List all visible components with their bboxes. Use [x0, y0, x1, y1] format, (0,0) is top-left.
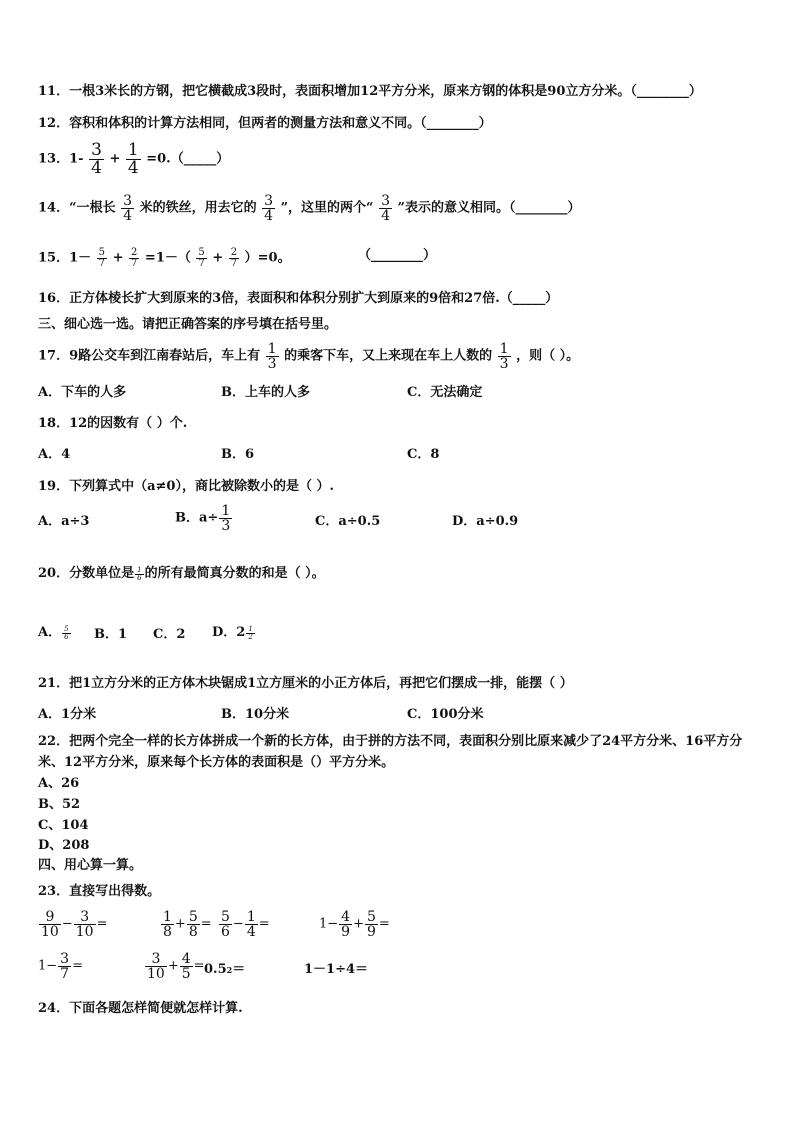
question-22	[38, 731, 756, 773]
option-b: B．1	[94, 627, 128, 642]
text-segment: 9路公交车到江南春站后，车上有	[69, 348, 261, 364]
option-b: B．10分米	[221, 707, 290, 722]
fraction: $\frac{5}{7}$	[198, 247, 205, 269]
question-21	[38, 676, 764, 693]
question-12	[38, 116, 764, 133]
option-c: C．a÷0.5	[315, 514, 381, 529]
expression-3: $\frac{5}{6}$ − $\frac{1}{4}$ =	[221, 909, 270, 940]
question-number: 14．	[38, 200, 70, 216]
option-c: C．无法确定	[407, 385, 483, 400]
question-22-option-b: B、52	[38, 797, 81, 812]
q23-row-1	[38, 910, 764, 948]
option-d: D．2 $\frac{1}{2}$	[212, 624, 253, 641]
text-segment: =1－（	[144, 250, 191, 266]
fraction: $\frac{1}{3}$	[267, 341, 277, 372]
question-19	[38, 479, 764, 496]
option-a: A． $\frac{5}{6}$	[38, 624, 69, 641]
question-20	[38, 566, 764, 583]
text-segment: “一根长	[69, 200, 116, 216]
question-15	[38, 248, 764, 269]
fraction: $\frac{3}{4}$	[381, 193, 390, 224]
option-c: C．8	[407, 447, 440, 462]
section-heading-text: 四、用心算一算。	[38, 858, 143, 873]
expression-4: 1− $\frac{4}{9}$ + $\frac{5}{9}$ =	[319, 909, 390, 940]
question-22-option-d: D、208	[38, 838, 90, 853]
question-20-options	[38, 624, 764, 649]
text-segment: 的所有最简真分数的和是（ ）。	[144, 566, 325, 581]
question-22-option-c: C、104	[38, 818, 89, 833]
text-segment: 的乘客下车，又上来现在车上人数的	[284, 348, 493, 364]
question-18-text: 18．12的因数有（ ）个.	[38, 416, 188, 431]
expression-5: 1− $\frac{3}{7}$ =	[38, 951, 83, 982]
question-number: 13．	[38, 151, 70, 167]
text-segment: =0.（_____）	[146, 151, 230, 167]
q23-row-2	[38, 952, 764, 990]
text-segment: ）=0。	[244, 250, 291, 266]
expression-1: $\frac{9}{10}$ − $\frac{3}{10}$ =	[41, 909, 108, 940]
text-segment: 20．分数单位是	[38, 566, 135, 581]
question-17	[38, 342, 764, 371]
expression-6: $\frac{3}{10}$ + $\frac{4}{5}$ =	[147, 951, 205, 982]
text-segment: ”，这里的两个“	[280, 200, 374, 216]
text-segment: +	[112, 250, 124, 266]
text-segment: ”表示的意义相同。（________）	[397, 200, 581, 216]
option-c: C．100分米	[407, 707, 484, 722]
question-22-option-a: A、26	[38, 776, 80, 791]
text-segment: +	[212, 250, 224, 266]
question-23	[38, 884, 764, 901]
fraction: $\frac{2}{7}$	[230, 247, 238, 269]
question-13	[38, 142, 764, 177]
question-22-text: 22．把两个完全一样的长方体拼成一个新的长方体，由于拼的方法不同，表面积分别比原来减少了24平方分米、16平方分米、12平方分米，原来每个长方体的表面积是（）平方分米。	[38, 734, 743, 770]
fraction: $\frac{1}{3}$	[499, 341, 509, 372]
text-segment: ，则（ ）。	[516, 348, 580, 364]
fraction: $\frac{2}{7}$	[131, 247, 138, 269]
question-23-text: 23．直接写出得数。	[38, 884, 161, 899]
option-a: A．1分米	[38, 707, 97, 722]
question-number: 17．	[38, 348, 70, 364]
fraction: $\frac{1}{6}$	[137, 565, 142, 582]
text-segment: 1-	[69, 151, 84, 167]
option-a: A．下车的人多	[38, 385, 127, 400]
question-16-text: 16．正方体棱长扩大到原来的3倍，表面积和体积分别扩大到原来的9倍和27倍.（_____）	[38, 291, 559, 306]
question-number: 15．	[38, 250, 70, 266]
question-24	[38, 1001, 764, 1018]
option-a: A．a÷3	[38, 514, 90, 529]
fraction: $\frac{3}{4}$	[123, 193, 133, 224]
option-a: A．4	[38, 447, 71, 462]
question-12-text: 12．容积和体积的计算方法相同，但两者的测量方法和意义不同。（________）	[38, 116, 492, 131]
fraction: $\frac{1}{3}$	[221, 503, 231, 534]
option-c: C．2	[153, 627, 186, 642]
section-heading-4	[38, 858, 764, 875]
question-16	[38, 291, 764, 308]
answer-blank: （________）	[358, 248, 437, 263]
question-19-options	[38, 503, 764, 534]
option-b: B．a÷ $\frac{1}{3}$	[175, 503, 231, 534]
fraction: $\frac{3}{4}$	[264, 193, 274, 224]
fraction: $\frac{1}{4}$	[127, 140, 139, 178]
expression-7: 0.52＝	[204, 962, 246, 977]
section-heading-3	[38, 317, 764, 334]
question-24-text: 24．下面各题怎样简便就怎样计算.	[38, 1001, 243, 1016]
fraction: $\frac{5}{6}$	[64, 624, 69, 641]
option-b: B．6	[221, 447, 255, 462]
question-18	[38, 416, 764, 433]
fraction: $\frac{5}{7}$	[98, 247, 106, 269]
question-11	[38, 84, 764, 101]
option-d: D．a÷0.9	[452, 514, 519, 529]
expression-2: $\frac{1}{8}$ + $\frac{5}{8}$ =	[163, 909, 212, 940]
section-heading-text: 三、细心选一选。请把正确答案的序号填在括号里。	[38, 317, 338, 332]
question-21-text: 21．把1立方分米的正方体木块锯成1立方厘米的小正方体后，再把它们摆成一排，能摆（ ）	[38, 676, 573, 691]
question-19-text: 19．下列算式中（a≠0），商比被除数小的是（ ）.	[38, 479, 335, 494]
text-segment: 1－	[69, 250, 92, 266]
expression-8: 1－1÷4＝	[304, 962, 369, 977]
option-b: B．上车的人多	[221, 385, 310, 400]
text-segment: 米的铁丝，用去它的	[139, 200, 257, 216]
fraction: $\frac{3}{4}$	[91, 140, 102, 178]
question-11-text: 11．一根3米长的方钢，把它横截成3段时，表面积增加12平方分米，原来方钢的体积是90立方分米。（________）	[38, 84, 702, 99]
question-14	[38, 194, 764, 223]
fraction: $\frac{1}{2}$	[248, 624, 253, 641]
text-segment: +	[109, 151, 121, 167]
